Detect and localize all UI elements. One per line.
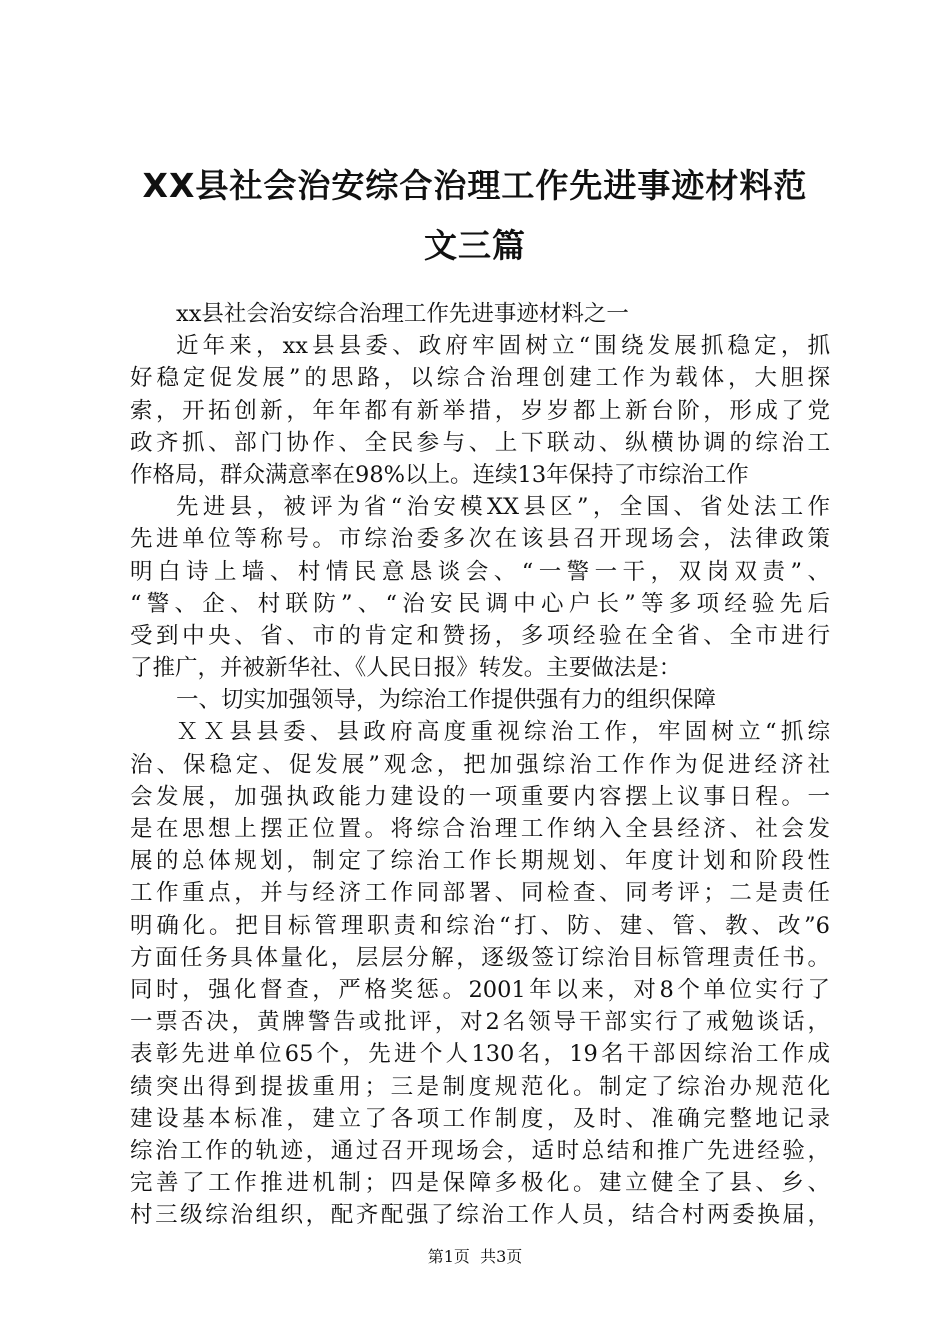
text-line: 先进单位等称号。市综治委多次在该县召开现场会，法律政策 — [130, 526, 830, 553]
text-line: ＸＸ县县委、县政府高度重视综治工作，牢固树立“抓综 — [176, 719, 830, 746]
text-line: 政齐抓、部门协作、全民参与、上下联动、纵横协调的综治工 — [130, 429, 830, 456]
text-line: “警、企、村联防”、“治安民调中心户长”等多项经验先后 — [130, 590, 830, 617]
text-line: 索，开拓创新，年年都有新举措，岁岁都上新台阶，形成了党 — [130, 397, 830, 424]
text-line: 治、保稳定、促发展”观念，把加强综治工作作为促进经济社 — [130, 751, 830, 778]
text-line: 近年来，xx县县委、政府牢固树立“围绕发展抓稳定，抓 — [176, 333, 830, 360]
text-line: 同时，强化督查，严格奖惩。2001年以来，对8个单位实行了 — [130, 976, 830, 1003]
text-line: 好稳定促发展”的思路，以综合治理创建工作为载体，大胆探 — [130, 365, 830, 392]
text-line: 展的总体规划，制定了综治工作长期规划、年度计划和阶段性 — [130, 848, 830, 875]
text-line: 完善了工作推进机制；四是保障多极化。建立健全了县、乡、 — [130, 1170, 830, 1197]
text-line: 综治工作的轨迹，通过召开现场会，适时总结和推广先进经验， — [130, 1137, 830, 1164]
document-title-line-1: XX县社会治安综合治理工作先进事迹材料范 — [142, 166, 808, 205]
text-line: 明确化。把目标管理职责和综治“打、防、建、管、教、改”6 — [130, 912, 830, 939]
text-line: xx县社会治安综合治理工作先进事迹材料之一 — [176, 301, 629, 327]
text-line: 建设基本标准，建立了各项工作制度，及时、准确完整地记录 — [130, 1105, 830, 1132]
text-line: 工作重点，并与经济工作同部署、同检查、同考评；二是责任 — [130, 880, 830, 907]
text-line: 是在思想上摆正位置。将综合治理工作纳入全县经济、社会发 — [130, 816, 830, 842]
text-line: 绩突出得到提拔重用；三是制度规范化。制定了综治办规范化 — [130, 1073, 830, 1100]
text-line: 一票否决，黄牌警告或批评，对2名领导干部实行了戒勉谈话， — [130, 1009, 830, 1036]
text-line: 村三级综治组织，配齐配强了综治工作人员，结合村两委换届， — [130, 1202, 830, 1229]
text-line: 受到中央、省、市的肯定和赞扬，多项经验在全省、全市进行 — [130, 622, 830, 649]
text-line: 方面任务具体量化，层层分解，逐级签订综治目标管理责任书。 — [130, 944, 830, 971]
text-line: 了推广，并被新华社、《人民日报》转发。主要做法是： — [130, 655, 682, 682]
text-line: 先进县，被评为省“治安模XX县区”，全国、省处法工作 — [176, 494, 830, 521]
page-footer: 第1页 共3页 — [427, 1247, 523, 1266]
document-body — [130, 298, 830, 1231]
text-line: 会发展，加强执政能力建设的一项重要内容摆上议事日程。一 — [130, 783, 830, 810]
document-title-line-2: 文三篇 — [424, 226, 526, 265]
text-line: 表彰先进单位65个，先进个人130名，19名干部因综治工作成 — [130, 1041, 830, 1068]
section-heading: 一、切实加强领导，为综治工作提供强有力的组织保障 — [176, 687, 717, 714]
text-line: 作格局，群众满意率在98%以上。连续13年保持了市综治工作 — [130, 461, 749, 488]
text-line: 明白诗上墙、村情民意恳谈会、“一警一干，双岗双责”、 — [130, 558, 830, 585]
